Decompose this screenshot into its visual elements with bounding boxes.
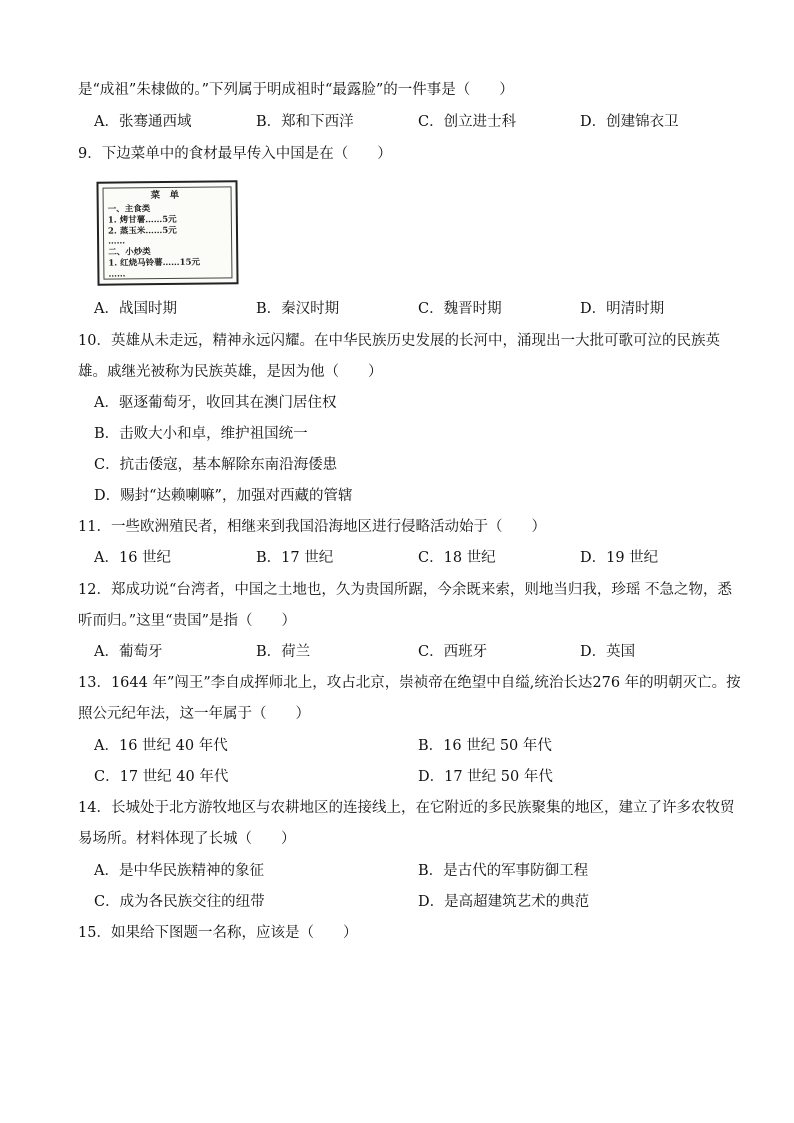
q11-option-d: D．19 世纪 [580, 550, 659, 566]
menu-item-potato: 1. 红烧马铃薯……15元 [108, 257, 201, 269]
q8-option-d: D．创建锦衣卫 [580, 114, 679, 130]
q9-stem: 9．下边菜单中的食材最早传入中国是在（ ） [78, 146, 392, 162]
q8-option-c: C．创立进士科 [418, 114, 517, 130]
q10-option-d: D．赐封“达赖喇嘛”，加强对西藏的管辖 [94, 488, 353, 504]
q12-stem-line2: 听而归。”这里“贵国”是指（ ） [78, 613, 296, 629]
menu-dots-1: …… [108, 236, 126, 247]
q10-stem-line2: 雄。戚继光被称为民族英雄，是因为他（ ） [78, 364, 383, 380]
q11-option-b: B．17 世纪 [256, 550, 334, 566]
q13-stem-line1: 13．1644 年”闯王”李自成挥师北上，攻占北京，崇祯帝在绝望中自缢,统治长达276 年的明朝灭亡。按 [78, 675, 741, 691]
q13-option-c: C．17 世纪 40 年代 [94, 769, 229, 785]
q14-option-b: B．是古代的军事防御工程 [418, 863, 589, 879]
q13-option-a: A．16 世纪 40 年代 [94, 738, 228, 754]
menu-item-sweet-potato: 1. 烤甘薯……5元 [107, 214, 177, 226]
q8-stem-tail: 是“成祖”朱棣做的。”下列属于明成祖时“最露脸”的一件事是（ ） [78, 82, 514, 98]
menu-dots-2: …… [108, 269, 126, 280]
q14-stem-line2: 易场所。材料体现了长城（ ） [78, 831, 296, 847]
q14-option-a: A．是中华民族精神的象征 [94, 863, 264, 879]
q12-option-b: B．荷兰 [256, 644, 311, 660]
q9-option-a: A．战国时期 [94, 301, 177, 317]
q9-option-b: B．秦汉时期 [256, 301, 340, 317]
q12-option-a: A．葡萄牙 [94, 644, 163, 660]
q13-option-d: D．17 世纪 50 年代 [418, 769, 553, 785]
q9-option-d: D．明清时期 [580, 301, 665, 317]
q11-option-c: C．18 世纪 [418, 550, 496, 566]
menu-section-stirfry: 二、小炒类 [108, 247, 151, 258]
q10-stem-line1: 10．英雄从未走远，精神永远闪耀。在中华民族历史发展的长河中，涌现出一大批可歌可泣的民族英 [78, 333, 720, 349]
q12-stem-line1: 12．郑成功说“台湾者，中国之土地也，久为贵国所踞，今余既来索，则地当归我，珍瑶 不急之物，悉 [78, 582, 732, 598]
q8-option-b: B．郑和下西洋 [256, 114, 354, 130]
q11-stem: 11．一些欧洲殖民者，相继来到我国沿海地区进行侵略活动始于（ ） [78, 519, 546, 535]
q10-option-a: A．驱逐葡萄牙，收回其在澳门居住权 [94, 395, 337, 411]
q12-option-d: D．英国 [580, 644, 636, 660]
q9-option-c: C．魏晋时期 [418, 301, 502, 317]
q13-stem-line2: 照公元纪年法，这一年属于（ ） [78, 706, 310, 722]
q15-stem: 15．如果给下图题一名称，应该是（ ） [78, 925, 358, 941]
q10-option-b: B．击败大小和卓，维护祖国统一 [94, 426, 308, 442]
q10-option-c: C．抗击倭寇，基本解除东南沿海倭患 [94, 457, 338, 473]
q14-stem-line1: 14．长城处于北方游牧地区与农耕地区的连接线上，在它附近的多民族聚集的地区，建立了许多农牧贸 [78, 800, 735, 816]
menu-section-staple: 一、主食类 [107, 204, 151, 215]
menu-item-corn: 2. 蒸玉米……5元 [107, 225, 177, 237]
q12-option-c: C．西班牙 [418, 644, 488, 660]
q8-option-a: A．张骞通西域 [94, 114, 192, 130]
q14-option-d: D．是高超建筑艺术的典范 [418, 894, 590, 910]
menu-title: 菜 单 [150, 189, 180, 202]
menu-image [96, 180, 238, 285]
q14-option-c: C．成为各民族交往的纽带 [94, 894, 265, 910]
q11-option-a: A．16 世纪 [94, 550, 172, 566]
q13-option-b: B．16 世纪 50 年代 [418, 738, 552, 754]
